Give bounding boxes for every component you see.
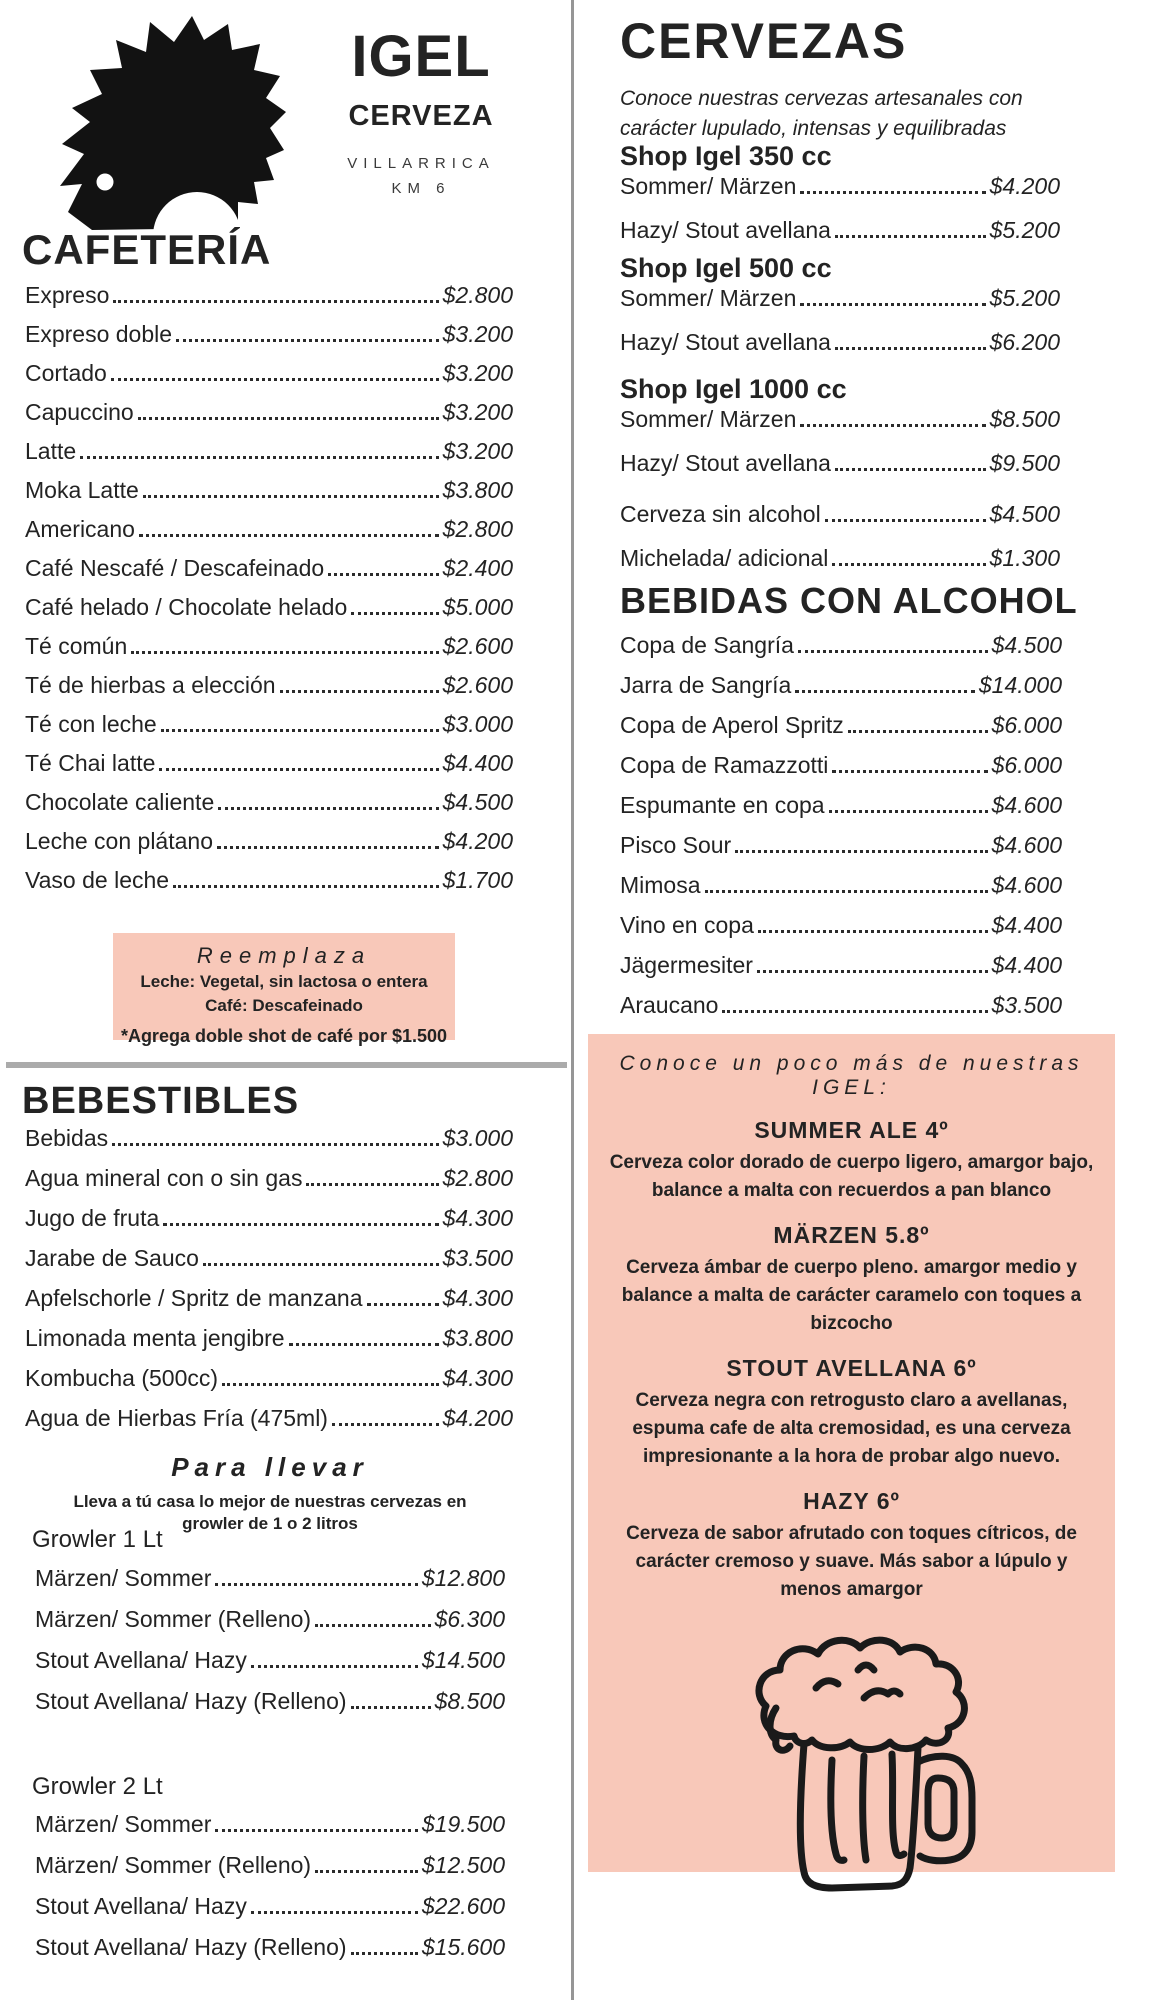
item-name: Sommer/ Märzen — [620, 173, 797, 199]
menu-item-row — [25, 517, 513, 542]
item-price: $4.500 — [442, 789, 513, 815]
dotted-leader — [835, 235, 986, 238]
item-name: Café Nescafé / Descafeinado — [25, 555, 325, 581]
item-price: $1.300 — [989, 545, 1060, 571]
dotted-leader — [798, 650, 988, 653]
menu-item-row — [25, 1206, 513, 1231]
menu-item-row — [25, 439, 513, 464]
item-price: $3.500 — [991, 992, 1062, 1018]
item-price: $2.600 — [442, 672, 513, 698]
dotted-leader — [328, 573, 438, 576]
item-price: $4.400 — [991, 912, 1062, 938]
dotted-leader — [80, 456, 438, 459]
item-price: $3.800 — [442, 1325, 513, 1351]
menu-item-row — [25, 1366, 513, 1391]
growler-2lt-list — [35, 1812, 505, 1976]
cervezas-heading: CERVEZAS — [620, 13, 908, 69]
dotted-leader — [848, 730, 988, 733]
brand-location: VILLARRICA — [347, 155, 495, 172]
dotted-leader — [217, 846, 439, 849]
menu-item-row — [25, 1406, 513, 1431]
item-name: Cortado — [25, 360, 107, 386]
menu-item-row — [25, 751, 513, 776]
menu-item-row — [620, 993, 1062, 1018]
item-price: $4.600 — [991, 832, 1062, 858]
menu-item-row — [620, 546, 1060, 571]
bebestibles-list — [25, 1126, 513, 1446]
item-price: $4.200 — [442, 828, 513, 854]
hedgehog-logo-icon — [52, 12, 287, 247]
item-name: Chocolate caliente — [25, 789, 215, 815]
dotted-leader — [161, 729, 439, 732]
bebidas-con-alcohol-heading: BEBIDAS CON ALCOHOL — [620, 580, 1078, 621]
dotted-leader — [215, 1583, 417, 1586]
item-price: $2.800 — [442, 516, 513, 542]
item-name: Michelada/ adicional — [620, 545, 829, 571]
item-price: $9.500 — [989, 450, 1060, 476]
shop-igel-500-group — [620, 252, 1060, 374]
item-price: $3.200 — [442, 438, 513, 464]
item-name: Märzen/ Sommer (Relleno) — [35, 1606, 312, 1632]
dotted-leader — [800, 191, 985, 194]
menu-item-row — [25, 322, 513, 347]
item-name: Araucano — [620, 992, 719, 1018]
item-name: Pisco Sour — [620, 832, 732, 858]
reemplaza-milk-line: Leche: Vegetal, sin lactosa o entera — [140, 972, 428, 991]
dotted-leader — [289, 1343, 439, 1346]
menu-item-row — [620, 873, 1062, 898]
item-price: $8.500 — [989, 406, 1060, 432]
shop-igel-500-label: Shop Igel 500 cc — [620, 253, 832, 283]
reemplaza-box — [113, 933, 455, 1046]
item-name: Hazy/ Stout avellana — [620, 329, 831, 355]
menu-item-row — [25, 1126, 513, 1151]
brand-km: KM 6 — [391, 180, 451, 197]
menu-item-row — [25, 868, 513, 893]
item-name: Jägermesiter — [620, 952, 753, 978]
item-name: Stout Avellana/ Hazy (Relleno) — [35, 1688, 347, 1714]
item-price: $2.600 — [442, 633, 513, 659]
item-price: $6.300 — [434, 1606, 505, 1632]
brand-title: IGEL — [351, 24, 491, 89]
beer-description: Cerveza color dorado de cuerpo ligero, amargor bajo, balance a malta con recuerdos a pan blanco — [609, 1152, 1094, 1201]
dotted-leader — [705, 890, 988, 893]
item-price: $4.600 — [991, 792, 1062, 818]
item-name: Stout Avellana/ Hazy — [35, 1647, 247, 1673]
item-name: Expreso — [25, 282, 110, 308]
menu-item-row — [25, 361, 513, 386]
item-price: $12.500 — [421, 1852, 505, 1878]
menu-item-row — [25, 1166, 513, 1191]
dotted-leader — [111, 378, 439, 381]
dotted-leader — [800, 424, 985, 427]
dotted-leader — [113, 300, 438, 303]
item-name: Stout Avellana/ Hazy — [35, 1893, 247, 1919]
dotted-leader — [143, 495, 439, 498]
item-name: Agua mineral con o sin gas — [25, 1165, 303, 1191]
menu-item-row — [25, 673, 513, 698]
item-name: Moka Latte — [25, 477, 139, 503]
bebestibles-heading: BEBESTIBLES — [22, 1080, 300, 1122]
beer-mug-illustration — [588, 1636, 1115, 1921]
item-name: Jugo de fruta — [25, 1205, 160, 1231]
item-price: $15.600 — [421, 1934, 505, 1960]
reemplaza-title: Reemplaza — [196, 943, 372, 968]
dotted-leader — [215, 1829, 417, 1832]
dotted-leader — [251, 1665, 418, 1668]
item-price: $4.300 — [442, 1285, 513, 1311]
menu-item-row — [35, 1853, 505, 1878]
item-price: $4.500 — [989, 501, 1060, 527]
menu-item-row — [620, 833, 1062, 858]
item-price: $8.500 — [434, 1688, 505, 1714]
menu-item-row — [35, 1689, 505, 1714]
item-name: Té de hierbas a elección — [25, 672, 276, 698]
item-name: Stout Avellana/ Hazy (Relleno) — [35, 1934, 347, 1960]
cafeteria-list — [25, 283, 513, 907]
item-price: $22.600 — [421, 1893, 505, 1919]
dotted-leader — [351, 1952, 418, 1955]
dotted-leader — [332, 1423, 439, 1426]
item-price: $3.000 — [442, 1125, 513, 1151]
dotted-leader — [159, 768, 438, 771]
item-price: $6.000 — [991, 752, 1062, 778]
item-name: Americano — [25, 516, 135, 542]
dotted-leader — [315, 1870, 418, 1873]
menu-item-row — [25, 790, 513, 815]
menu-item-row — [25, 1326, 513, 1351]
dotted-leader — [131, 651, 438, 654]
menu-item-row — [25, 478, 513, 503]
item-price: $4.500 — [991, 632, 1062, 658]
beer-name: HAZY 6º — [803, 1488, 900, 1514]
menu-item-row — [35, 1607, 505, 1632]
dotted-leader — [795, 690, 975, 693]
item-name: Cerveza sin alcohol — [620, 501, 821, 527]
beer-info-title: Conoce un poco más de nuestras IGEL: — [619, 1052, 1084, 1099]
shop-igel-1000-label: Shop Igel 1000 cc — [620, 374, 847, 404]
beer-info-list — [588, 1117, 1115, 1604]
para-llevar-heading: Para llevar — [171, 1452, 369, 1482]
dotted-leader — [735, 850, 987, 853]
dotted-leader — [800, 303, 985, 306]
menu-item-row — [620, 793, 1062, 818]
dotted-leader — [351, 612, 438, 615]
dotted-leader — [722, 1010, 987, 1013]
item-price: $3.200 — [442, 360, 513, 386]
menu-item-row — [35, 1648, 505, 1673]
beer-info-box — [588, 1034, 1115, 1872]
menu-item-row — [620, 174, 1060, 199]
shop-igel-350-label: Shop Igel 350 cc — [620, 141, 832, 171]
item-name: Leche con plátano — [25, 828, 213, 854]
dotted-leader — [835, 347, 986, 350]
dotted-leader — [832, 770, 987, 773]
item-name: Jarra de Sangría — [620, 672, 792, 698]
dotted-leader — [163, 1223, 438, 1226]
dotted-leader — [832, 563, 985, 566]
item-price: $1.700 — [442, 867, 513, 893]
menu-item-row — [620, 753, 1062, 778]
shop-igel-350-list — [620, 174, 1060, 243]
dotted-leader — [835, 468, 986, 471]
dotted-leader — [351, 1706, 431, 1709]
dotted-leader — [251, 1911, 418, 1914]
dotted-leader — [222, 1383, 439, 1386]
cervezas-subtitle: Conoce nuestras cervezas artesanales con carácter lupulado, intensas y equilibradas — [620, 87, 1023, 140]
menu-item-row — [25, 634, 513, 659]
beer-description: Cerveza de sabor afrutado con toques cítricos, de carácter cremoso y suave. Más sabor a lúpulo y menos amargor — [626, 1523, 1077, 1600]
menu-item-row — [620, 330, 1060, 355]
menu-item-row — [25, 829, 513, 854]
shop-igel-1000-list — [620, 407, 1060, 476]
item-price: $5.000 — [442, 594, 513, 620]
menu-item-row — [620, 633, 1062, 658]
beer-name: STOUT AVELLANA 6º — [726, 1355, 977, 1381]
beer-name: MÄRZEN 5.8º — [773, 1222, 930, 1248]
item-name: Hazy/ Stout avellana — [620, 450, 831, 476]
item-price: $2.400 — [442, 555, 513, 581]
growler-1lt-list — [35, 1566, 505, 1730]
reemplaza-note: *Agrega doble shot de café por $1.500 — [120, 1026, 448, 1046]
item-name: Limonada menta jengibre — [25, 1325, 285, 1351]
cafeteria-heading: CAFETERÍA — [22, 226, 272, 273]
item-price: $2.800 — [442, 1165, 513, 1191]
menu-item-row — [35, 1935, 505, 1960]
item-name: Latte — [25, 438, 77, 464]
item-name: Té común — [25, 633, 128, 659]
item-name: Té Chai latte — [25, 750, 156, 776]
cervezas-extra-list — [620, 502, 1060, 590]
item-price: $4.300 — [442, 1365, 513, 1391]
item-price: $19.500 — [421, 1811, 505, 1837]
item-name: Sommer/ Märzen — [620, 285, 797, 311]
beer-name: SUMMER ALE 4º — [754, 1117, 949, 1143]
brand-block — [326, 24, 516, 197]
dotted-leader — [829, 810, 988, 813]
item-price: $4.300 — [442, 1205, 513, 1231]
menu-item-row — [25, 1246, 513, 1271]
menu-item-row — [25, 595, 513, 620]
item-name: Copa de Ramazzotti — [620, 752, 829, 778]
item-name: Café helado / Chocolate helado — [25, 594, 348, 620]
item-price: $4.200 — [989, 173, 1060, 199]
item-name: Vino en copa — [620, 912, 754, 938]
menu-item-row — [620, 713, 1062, 738]
menu-item-row — [25, 712, 513, 737]
menu-item-row — [35, 1894, 505, 1919]
dotted-leader — [757, 970, 988, 973]
item-name: Märzen/ Sommer — [35, 1811, 212, 1837]
dotted-leader — [203, 1263, 439, 1266]
item-price: $4.200 — [442, 1405, 513, 1431]
item-price: $3.800 — [442, 477, 513, 503]
menu-item-row — [620, 407, 1060, 432]
item-name: Copa de Sangría — [620, 632, 794, 658]
item-price: $3.000 — [442, 711, 513, 737]
item-name: Vaso de leche — [25, 867, 170, 893]
brand-subtitle: CERVEZA — [348, 100, 494, 132]
menu-item-row — [35, 1812, 505, 1837]
shop-igel-1000-group — [620, 373, 1060, 495]
item-price: $3.200 — [442, 399, 513, 425]
item-name: Hazy/ Stout avellana — [620, 217, 831, 243]
item-price: $3.200 — [442, 321, 513, 347]
menu-item-row — [620, 673, 1062, 698]
dotted-leader — [367, 1303, 439, 1306]
menu-item-row — [620, 218, 1060, 243]
menu-item-row — [25, 283, 513, 308]
item-name: Sommer/ Märzen — [620, 406, 797, 432]
item-name: Apfelschorle / Spritz de manzana — [25, 1285, 363, 1311]
item-price: $12.800 — [421, 1565, 505, 1591]
item-price: $6.200 — [989, 329, 1060, 355]
right-column — [571, 0, 1159, 2000]
item-name: Agua de Hierbas Fría (475ml) — [25, 1405, 328, 1431]
item-name: Expreso doble — [25, 321, 173, 347]
dotted-leader — [112, 1143, 439, 1146]
item-price: $2.800 — [442, 282, 513, 308]
beer-description: Cerveza ámbar de cuerpo pleno. amargor medio y balance a malta de carácter caramelo con toques a bizcocho — [621, 1257, 1082, 1334]
item-price: $5.200 — [989, 285, 1060, 311]
shop-igel-500-list — [620, 286, 1060, 355]
item-name: Märzen/ Sommer (Relleno) — [35, 1852, 312, 1878]
para-llevar-subtitle: Lleva a tú casa lo mejor de nuestras cervezas en growler de 1 o 2 litros — [73, 1492, 467, 1533]
item-price: $4.400 — [991, 952, 1062, 978]
item-name: Kombucha (500cc) — [25, 1365, 219, 1391]
dotted-leader — [315, 1624, 431, 1627]
item-price: $14.000 — [978, 672, 1062, 698]
growler-1lt-label: Growler 1 Lt — [32, 1526, 163, 1553]
item-name: Té con leche — [25, 711, 157, 737]
growler-2lt-label: Growler 2 Lt — [32, 1773, 163, 1800]
menu-item-row — [620, 913, 1062, 938]
dotted-leader — [280, 690, 439, 693]
item-price: $14.500 — [421, 1647, 505, 1673]
item-price: $4.600 — [991, 872, 1062, 898]
menu-item-row — [620, 286, 1060, 311]
item-price: $3.500 — [442, 1245, 513, 1271]
item-name: Espumante en copa — [620, 792, 825, 818]
dotted-leader — [173, 885, 439, 888]
dotted-leader — [176, 339, 439, 342]
menu-item-row — [620, 953, 1062, 978]
menu-item-row — [620, 502, 1060, 527]
menu-item-row — [620, 451, 1060, 476]
item-name: Bebidas — [25, 1125, 109, 1151]
item-name: Mimosa — [620, 872, 701, 898]
reemplaza-coffee-line: Café: Descafeinado — [205, 996, 363, 1015]
item-price: $4.400 — [442, 750, 513, 776]
menu-item-row — [25, 556, 513, 581]
menu-item-row — [35, 1566, 505, 1591]
item-name: Copa de Aperol Spritz — [620, 712, 844, 738]
dotted-leader — [138, 417, 439, 420]
dotted-leader — [758, 930, 988, 933]
dotted-leader — [306, 1183, 438, 1186]
dotted-leader — [139, 534, 439, 537]
menu-item-row — [25, 400, 513, 425]
item-price: $5.200 — [989, 217, 1060, 243]
item-name: Jarabe de Sauco — [25, 1245, 199, 1271]
bebidas-con-alcohol-list — [620, 633, 1062, 1033]
item-name: Capuccino — [25, 399, 134, 425]
menu-item-row — [25, 1286, 513, 1311]
shop-igel-350-group — [620, 140, 1060, 262]
item-price: $6.000 — [991, 712, 1062, 738]
dotted-leader — [218, 807, 438, 810]
dotted-leader — [825, 519, 986, 522]
para-llevar-block — [0, 1452, 540, 1535]
left-column — [0, 0, 571, 2000]
beer-description: Cerveza negra con retrogusto claro a avellanas, espuma cafe de alta cremosidad, es una cerveza impresionante a la hora de probar algo nuevo. — [632, 1390, 1071, 1467]
item-name: Märzen/ Sommer — [35, 1565, 212, 1591]
